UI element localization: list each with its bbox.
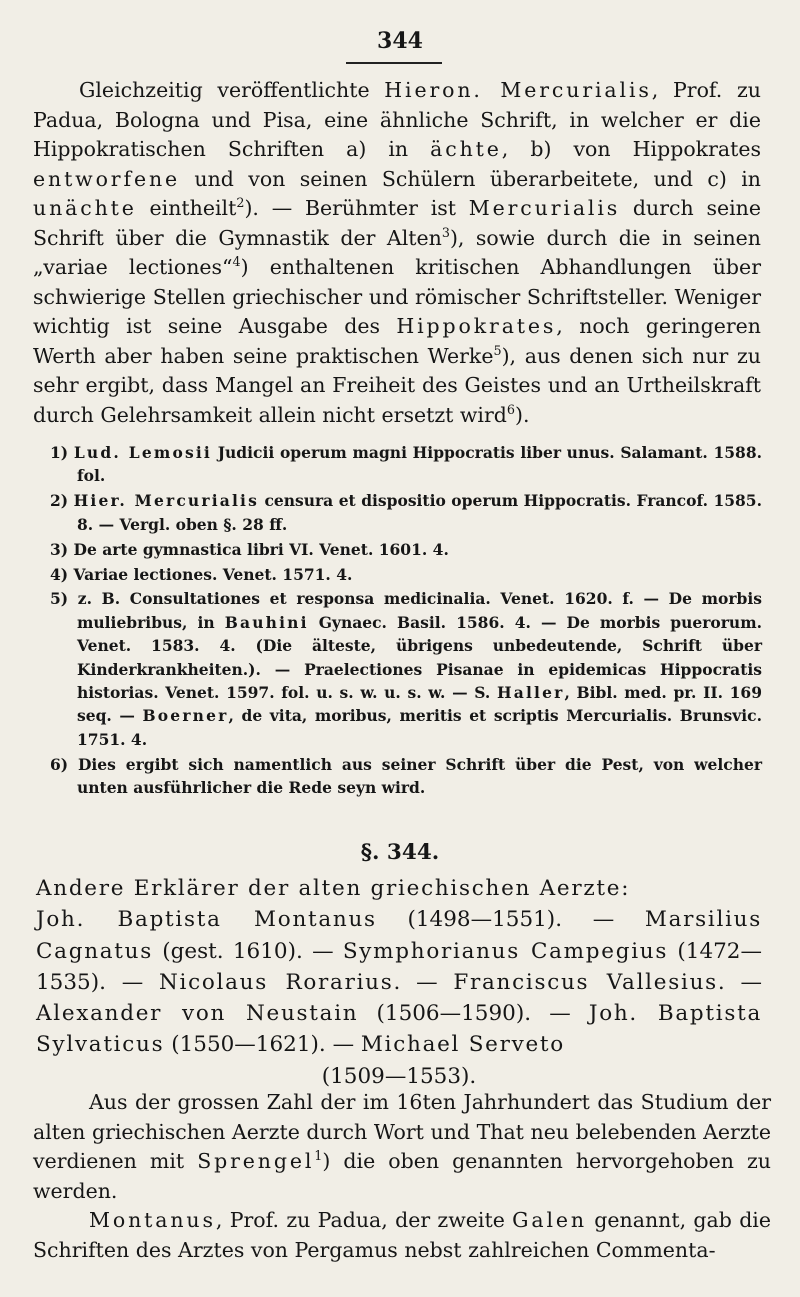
text-run: , noch geringeren Werth aber haben seine praktischen Werke <box>33 314 762 368</box>
text-run: , Prof. zu Padua, der zweite <box>215 1208 513 1232</box>
spaced-name: Lud. Lemosii <box>73 443 212 462</box>
footnote-ref: 6 <box>506 401 516 417</box>
person-name: Marsilius Cagnatus <box>36 907 763 964</box>
text-run: 1) <box>50 443 74 462</box>
section-title <box>36 873 762 904</box>
text-run: und von seinen Schülern überarbeitete, und c) in <box>180 166 761 191</box>
footnotes <box>50 441 762 801</box>
text-run: Judicii operum magni Hippocratis liber unus. Salamant. 1588. fol. <box>77 443 762 486</box>
text-run: 3) De arte gymnastica libri VI. Venet. 1601. 4. <box>50 539 449 559</box>
text-run: durch seine Schrift über die Gymnastik der Alten <box>33 196 761 250</box>
person-name: Alexander von Neustain <box>36 1001 359 1027</box>
spaced-name: Bauhini <box>224 612 309 632</box>
person-name: Michael Serveto <box>360 1032 565 1058</box>
person-dates: (1472—1535). — <box>36 938 762 995</box>
footnote-3 <box>50 538 762 561</box>
footnote-5 <box>50 587 762 751</box>
text-run: ) die oben genannten hervorgehoben zu werden. <box>33 1149 771 1203</box>
person-list <box>36 904 762 1060</box>
text-run: censura et dispositio operum Hippocratis. Francof. 1585. 8. — Vergl. oben §. 28 ff. <box>77 491 762 534</box>
text-run: 2) <box>50 491 74 511</box>
spaced-term: ächte <box>430 137 502 161</box>
person-dates: (gest. 1610). — <box>152 938 343 964</box>
text-run: , de vita, moribus, meritis et scriptis Mercurialis. Brunsvic. 1751. 4. <box>77 706 762 749</box>
spaced-name: Boerner <box>142 706 229 726</box>
text-run: 5) z. B. Consultationes et responsa medicinalia. Venet. 1620. f. — De morbis muliebribus, in <box>50 589 762 632</box>
section-heading: §. 344. <box>360 840 440 865</box>
spaced-term: unächte <box>33 196 137 220</box>
person-dates: (1506—1590). — <box>358 1001 589 1027</box>
footnote-ref: 2 <box>236 195 245 211</box>
person-dates: . — <box>717 969 763 995</box>
spaced-name: Mercurialis <box>468 196 621 220</box>
spaced-name: Galen <box>512 1208 587 1232</box>
text-run: ), sowie durch die in seinen „variae lectiones“ <box>33 225 761 279</box>
text-run: ). — Berühmter ist <box>244 196 469 220</box>
page-number: 344 <box>377 28 423 54</box>
person-dates: (1550—1621). — <box>164 1032 361 1058</box>
paragraph-mercurialis <box>33 76 761 430</box>
section-title-text: Andere Erklärer der alten griechischen Aerzte: <box>36 876 631 901</box>
text-run: , b) von Hippokrates <box>501 137 761 161</box>
footnote-ref: 1 <box>314 1148 323 1164</box>
text-run: 4) Variae lectiones. Venet. 1571. 4. <box>50 564 353 584</box>
spaced-name: Hieron. Mercurialis <box>384 78 652 102</box>
paragraph-sprengel <box>33 1088 771 1206</box>
person-name: Franciscus Vallesius <box>453 969 718 995</box>
paragraph-montanus <box>33 1206 771 1265</box>
spaced-term: entworfene <box>33 166 181 191</box>
footnote-ref: 3 <box>441 224 450 240</box>
text-run: 6) Dies ergibt sich namentlich aus seiner Schrift über die Pest, von welcher unten ausführlicher die Rede seyn wird. <box>50 754 762 798</box>
spaced-name: Hippokrates <box>396 314 557 338</box>
person-name: Joh. Baptista Sylvaticus <box>36 1001 763 1058</box>
header-rule <box>346 62 442 64</box>
footnote-6 <box>50 753 762 800</box>
spaced-name: Haller <box>496 683 565 703</box>
text-run: Aus der grossen Zahl der im 16ten Jahrhundert das Studium der alten griechischen Aerzte durch Wort und That neu belebenden Aerzte verdienen mit <box>33 1090 771 1173</box>
footnote-1 <box>50 441 762 488</box>
footnote-ref: 4 <box>232 254 241 270</box>
footnote-4 <box>50 563 762 586</box>
person-dates: (1509—1553). <box>321 1063 477 1089</box>
text-run: , Bibl. med. pr. II. 169 seq. — <box>77 683 762 726</box>
footnote-ref: 5 <box>493 342 502 358</box>
text-run: eintheilt <box>136 196 237 220</box>
section-persons <box>36 873 762 1092</box>
closing-text <box>33 1088 771 1265</box>
text-run: ) enthaltenen kritischen Abhandlungen über schwierige Stellen griechischer und römischer Schriftsteller. Weniger wichtig ist seine Ausgabe des <box>33 255 761 338</box>
text-run: ). <box>515 402 530 427</box>
person-dates: . — <box>393 969 454 995</box>
text-run: genannt, gab die Schriften des Arztes von Pergamus nebst zahlreichen Commenta- <box>33 1208 772 1262</box>
person-name: Joh. Baptista Montanus <box>36 907 377 933</box>
spaced-name: Montanus <box>89 1208 216 1232</box>
text-run: ), aus denen sich nur zu sehr ergibt, dass Mangel an Freiheit des Geistes und an Urtheilskraft durch Gelehrsamkeit allein nicht ersetzt wird <box>33 343 761 427</box>
text-run: , Prof. zu Padua, Bologna und Pisa, eine ähnliche Schrift, in welcher er die Hippokratischen Schriften a) in <box>33 78 761 161</box>
spaced-name: Sprengel <box>197 1149 315 1173</box>
footnote-2 <box>50 489 762 536</box>
person-name: Symphorianus Campegius <box>342 938 669 964</box>
person-dates: (1498—1551). — <box>376 907 645 933</box>
main-text <box>33 76 761 430</box>
text-run: Gleichzeitig veröffentlichte <box>79 78 385 102</box>
text-run: Gynaec. Basil. 1586. 4. — De morbis puerorum. Venet. 1583. 4. (Die älteste, übrigens unbedeutende, Schrift über Kinderkrankheiten.). — Praelectiones Pisanae in epidemicas Hippocratis historias. Venet. 1597. fol. u. s. w. u. s. w. — S. <box>77 612 762 703</box>
person-name: Nicolaus Rorarius <box>158 969 394 995</box>
spaced-name: Hier. Mercurialis <box>73 491 259 511</box>
